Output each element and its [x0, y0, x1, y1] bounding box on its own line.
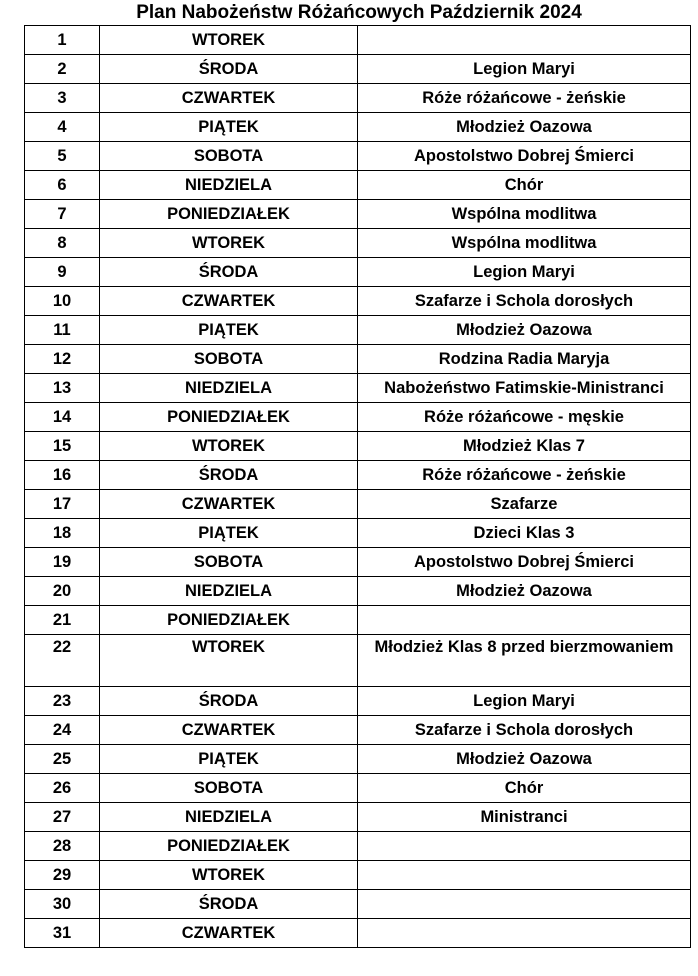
day-number: 15 — [25, 432, 100, 461]
table-row — [25, 171, 691, 200]
table-row — [25, 635, 691, 687]
day-number: 10 — [25, 287, 100, 316]
weekday: PONIEDZIAŁEK — [100, 403, 358, 432]
table-row — [25, 142, 691, 171]
table-row — [25, 345, 691, 374]
day-number: 20 — [25, 577, 100, 606]
day-number: 21 — [25, 606, 100, 635]
group-name: Dzieci Klas 3 — [358, 519, 691, 548]
weekday: CZWARTEK — [100, 287, 358, 316]
group-name: Róże różańcowe - żeńskie — [358, 84, 691, 113]
weekday: WTOREK — [100, 26, 358, 55]
table-row — [25, 519, 691, 548]
day-number: 22 — [25, 635, 100, 687]
group-name — [358, 890, 691, 919]
weekday: PIĄTEK — [100, 745, 358, 774]
group-name: Młodzież Oazowa — [358, 316, 691, 345]
day-number: 12 — [25, 345, 100, 374]
table-row — [25, 374, 691, 403]
group-name: Młodzież Oazowa — [358, 577, 691, 606]
table-row — [25, 803, 691, 832]
table-row — [25, 745, 691, 774]
group-name: Legion Maryi — [358, 55, 691, 84]
group-name: Ministranci — [358, 803, 691, 832]
weekday: ŚRODA — [100, 258, 358, 287]
group-name — [358, 606, 691, 635]
day-number: 29 — [25, 861, 100, 890]
schedule-table — [24, 25, 691, 948]
table-row — [25, 548, 691, 577]
table-row — [25, 490, 691, 519]
weekday: SOBOTA — [100, 142, 358, 171]
table-row — [25, 403, 691, 432]
weekday: ŚRODA — [100, 687, 358, 716]
table-row — [25, 919, 691, 948]
table-row — [25, 861, 691, 890]
day-number: 6 — [25, 171, 100, 200]
weekday: ŚRODA — [100, 461, 358, 490]
table-row — [25, 229, 691, 258]
weekday: PIĄTEK — [100, 519, 358, 548]
weekday: WTOREK — [100, 861, 358, 890]
weekday: CZWARTEK — [100, 919, 358, 948]
day-number: 2 — [25, 55, 100, 84]
day-number: 18 — [25, 519, 100, 548]
weekday: NIEDZIELA — [100, 803, 358, 832]
group-name: Legion Maryi — [358, 258, 691, 287]
table-row — [25, 832, 691, 861]
group-name: Chór — [358, 171, 691, 200]
weekday: NIEDZIELA — [100, 577, 358, 606]
weekday: CZWARTEK — [100, 84, 358, 113]
day-number: 25 — [25, 745, 100, 774]
day-number: 3 — [25, 84, 100, 113]
group-name: Chór — [358, 774, 691, 803]
day-number: 17 — [25, 490, 100, 519]
weekday: PIĄTEK — [100, 113, 358, 142]
group-name: Szafarze i Schola dorosłych — [358, 287, 691, 316]
day-number: 24 — [25, 716, 100, 745]
table-row — [25, 716, 691, 745]
weekday: PONIEDZIAŁEK — [100, 606, 358, 635]
day-number: 31 — [25, 919, 100, 948]
day-number: 4 — [25, 113, 100, 142]
table-row — [25, 55, 691, 84]
table-row — [25, 113, 691, 142]
group-name: Rodzina Radia Maryja — [358, 345, 691, 374]
day-number: 14 — [25, 403, 100, 432]
group-name — [358, 919, 691, 948]
group-name: Apostolstwo Dobrej Śmierci — [358, 142, 691, 171]
day-number: 23 — [25, 687, 100, 716]
day-number: 5 — [25, 142, 100, 171]
group-name: Młodzież Klas 8 przed bierzmowaniem — [358, 635, 691, 687]
group-name: Szafarze i Schola dorosłych — [358, 716, 691, 745]
table-row — [25, 316, 691, 345]
weekday: SOBOTA — [100, 548, 358, 577]
group-name: Młodzież Klas 7 — [358, 432, 691, 461]
weekday: WTOREK — [100, 432, 358, 461]
weekday: NIEDZIELA — [100, 374, 358, 403]
group-name: Wspólna modlitwa — [358, 200, 691, 229]
group-name: Legion Maryi — [358, 687, 691, 716]
day-number: 1 — [25, 26, 100, 55]
group-name: Szafarze — [358, 490, 691, 519]
weekday: WTOREK — [100, 229, 358, 258]
day-number: 8 — [25, 229, 100, 258]
table-row — [25, 687, 691, 716]
table-row — [25, 461, 691, 490]
weekday: ŚRODA — [100, 55, 358, 84]
group-name: Róże różańcowe - męskie — [358, 403, 691, 432]
weekday: PONIEDZIAŁEK — [100, 832, 358, 861]
weekday: PONIEDZIAŁEK — [100, 200, 358, 229]
weekday: NIEDZIELA — [100, 171, 358, 200]
table-row — [25, 287, 691, 316]
page-title: Plan Nabożeństw Różańcowych Październik 2024 — [136, 2, 582, 23]
day-number: 19 — [25, 548, 100, 577]
weekday: PIĄTEK — [100, 316, 358, 345]
group-name — [358, 832, 691, 861]
table-row — [25, 84, 691, 113]
table-row — [25, 606, 691, 635]
weekday: WTOREK — [100, 635, 358, 687]
table-row — [25, 258, 691, 287]
day-number: 26 — [25, 774, 100, 803]
day-number: 11 — [25, 316, 100, 345]
group-name: Róże różańcowe - żeńskie — [358, 461, 691, 490]
day-number: 7 — [25, 200, 100, 229]
group-name — [358, 861, 691, 890]
day-number: 13 — [25, 374, 100, 403]
table-row — [25, 26, 691, 55]
day-number: 9 — [25, 258, 100, 287]
table-row — [25, 432, 691, 461]
group-name: Nabożeństwo Fatimskie-Ministranci — [358, 374, 691, 403]
day-number: 27 — [25, 803, 100, 832]
weekday: CZWARTEK — [100, 716, 358, 745]
weekday: SOBOTA — [100, 774, 358, 803]
day-number: 30 — [25, 890, 100, 919]
schedule-body — [25, 26, 691, 948]
table-row — [25, 774, 691, 803]
weekday: SOBOTA — [100, 345, 358, 374]
group-name: Apostolstwo Dobrej Śmierci — [358, 548, 691, 577]
table-row — [25, 200, 691, 229]
group-name: Wspólna modlitwa — [358, 229, 691, 258]
table-row — [25, 577, 691, 606]
day-number: 16 — [25, 461, 100, 490]
weekday: CZWARTEK — [100, 490, 358, 519]
group-name — [358, 26, 691, 55]
group-name: Młodzież Oazowa — [358, 113, 691, 142]
day-number: 28 — [25, 832, 100, 861]
weekday: ŚRODA — [100, 890, 358, 919]
table-row — [25, 890, 691, 919]
group-name: Młodzież Oazowa — [358, 745, 691, 774]
